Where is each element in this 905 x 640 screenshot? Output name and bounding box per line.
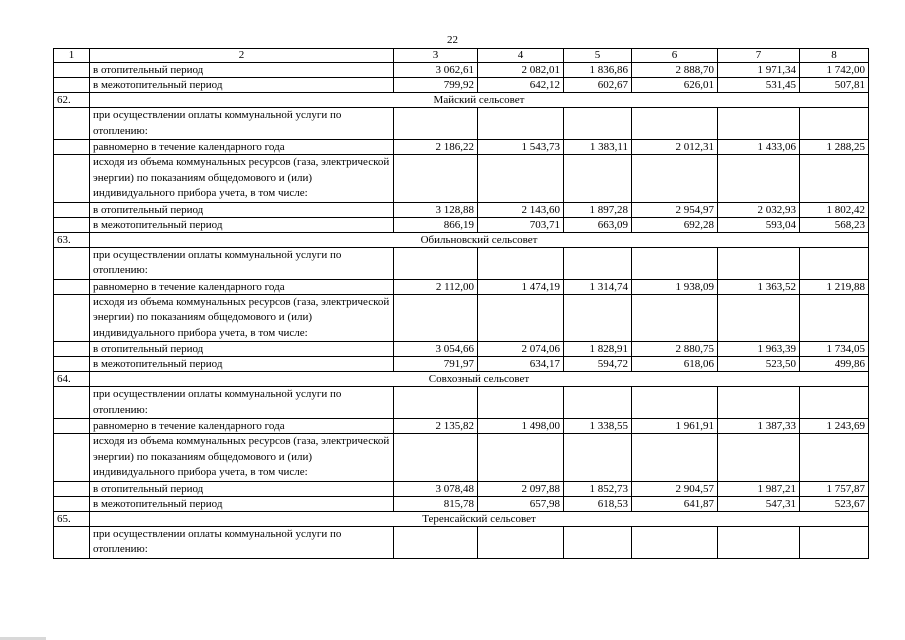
- row-index-cell: [54, 63, 90, 78]
- tariff-table: [53, 48, 869, 559]
- value-cell: 799,92: [394, 78, 478, 93]
- value-cell: 626,01: [632, 78, 718, 93]
- value-cell-empty: [632, 247, 718, 279]
- value-cell: 1 219,88: [800, 279, 869, 294]
- value-cell: 1 314,74: [564, 279, 632, 294]
- value-cell: 2 888,70: [632, 63, 718, 78]
- value-cell-empty: [394, 247, 478, 279]
- value-cell: 2 082,01: [478, 63, 564, 78]
- row-label: равномерно в течение календарного года: [90, 140, 394, 155]
- table-body: [54, 63, 869, 559]
- value-cell: 1 987,21: [718, 481, 800, 496]
- value-cell-empty: [718, 526, 800, 558]
- value-cell: 3 078,48: [394, 481, 478, 496]
- value-cell-empty: [478, 247, 564, 279]
- value-cell: 2 135,82: [394, 419, 478, 434]
- value-cell: 593,04: [718, 217, 800, 232]
- value-cell-empty: [632, 434, 718, 482]
- value-cell-empty: [632, 294, 718, 342]
- value-cell-empty: [800, 294, 869, 342]
- value-cell-empty: [800, 387, 869, 419]
- section-title: Теренсайский сельсовет: [90, 511, 869, 526]
- col-header-6: 6: [632, 49, 718, 63]
- row-label: в отопительный период: [90, 63, 394, 78]
- section-number: 64.: [54, 372, 90, 387]
- value-cell: 641,87: [632, 496, 718, 511]
- row-description: при осуществлении оплаты коммунальной услуги по отоплению:: [90, 526, 394, 558]
- value-cell: 594,72: [564, 357, 632, 372]
- value-cell-empty: [478, 526, 564, 558]
- row-index-cell: [54, 419, 90, 434]
- value-cell: 2 032,93: [718, 202, 800, 217]
- row-index-cell: [54, 294, 90, 342]
- value-cell-empty: [478, 387, 564, 419]
- section-title: Майский сельсовет: [90, 93, 869, 108]
- description-row: [54, 387, 869, 419]
- description-row: [54, 434, 869, 482]
- value-cell: 2 074,06: [478, 342, 564, 357]
- row-index-cell: [54, 155, 90, 203]
- value-cell-empty: [394, 294, 478, 342]
- value-cell-empty: [478, 108, 564, 140]
- value-cell-empty: [718, 434, 800, 482]
- description-row: [54, 108, 869, 140]
- value-cell: 815,78: [394, 496, 478, 511]
- value-cell-empty: [632, 387, 718, 419]
- row-index-cell: [54, 496, 90, 511]
- value-cell: 663,09: [564, 217, 632, 232]
- col-header-2: 2: [90, 49, 394, 63]
- row-index-cell: [54, 217, 90, 232]
- value-cell: 1 243,69: [800, 419, 869, 434]
- value-cell: 1 543,73: [478, 140, 564, 155]
- section-title: Совхозный сельсовет: [90, 372, 869, 387]
- row-index-cell: [54, 342, 90, 357]
- value-cell: 2 143,60: [478, 202, 564, 217]
- value-cell: 1 288,25: [800, 140, 869, 155]
- value-cell: 3 054,66: [394, 342, 478, 357]
- value-cell: 692,28: [632, 217, 718, 232]
- table-row: [54, 217, 869, 232]
- value-cell: 1 363,52: [718, 279, 800, 294]
- value-cell-empty: [632, 526, 718, 558]
- value-cell: 3 128,88: [394, 202, 478, 217]
- value-cell: 547,31: [718, 496, 800, 511]
- value-cell: 1 734,05: [800, 342, 869, 357]
- table-row: [54, 419, 869, 434]
- value-cell-empty: [718, 155, 800, 203]
- section-title: Обильновский сельсовет: [90, 232, 869, 247]
- value-cell-empty: [394, 155, 478, 203]
- section-row: [54, 232, 869, 247]
- section-row: [54, 93, 869, 108]
- value-cell: 523,50: [718, 357, 800, 372]
- value-cell-empty: [394, 526, 478, 558]
- row-description: при осуществлении оплаты коммунальной услуги по отоплению:: [90, 247, 394, 279]
- section-number: 63.: [54, 232, 90, 247]
- value-cell: 1 383,11: [564, 140, 632, 155]
- value-cell: 2 954,97: [632, 202, 718, 217]
- value-cell-empty: [564, 155, 632, 203]
- value-cell: 568,23: [800, 217, 869, 232]
- table-row: [54, 342, 869, 357]
- col-header-1: 1: [54, 49, 90, 63]
- section-row: [54, 511, 869, 526]
- value-cell-empty: [718, 247, 800, 279]
- value-cell-empty: [394, 387, 478, 419]
- row-description: исходя из объема коммунальных ресурсов (газа, электрической энергии) по показаниям общедомового и (или) индивидуального прибора учета, в том числе:: [90, 434, 394, 482]
- value-cell-empty: [718, 387, 800, 419]
- row-index-cell: [54, 279, 90, 294]
- value-cell-empty: [564, 387, 632, 419]
- value-cell-empty: [394, 108, 478, 140]
- value-cell: 499,86: [800, 357, 869, 372]
- value-cell: 1 757,87: [800, 481, 869, 496]
- row-description: исходя из объема коммунальных ресурсов (газа, электрической энергии) по показаниям общедомового и (или) индивидуального прибора учета, в том числе:: [90, 294, 394, 342]
- table-row: [54, 481, 869, 496]
- section-number: 65.: [54, 511, 90, 526]
- value-cell: 1 836,86: [564, 63, 632, 78]
- value-cell-empty: [564, 247, 632, 279]
- value-cell-empty: [564, 434, 632, 482]
- value-cell: 3 062,61: [394, 63, 478, 78]
- row-index-cell: [54, 357, 90, 372]
- value-cell: 618,53: [564, 496, 632, 511]
- table-row: [54, 63, 869, 78]
- row-index-cell: [54, 78, 90, 93]
- row-index-cell: [54, 247, 90, 279]
- value-cell: 531,45: [718, 78, 800, 93]
- value-cell-empty: [478, 155, 564, 203]
- column-number-header: [54, 49, 869, 63]
- row-label: равномерно в течение календарного года: [90, 419, 394, 434]
- row-index-cell: [54, 108, 90, 140]
- value-cell-empty: [800, 108, 869, 140]
- value-cell: 1 802,42: [800, 202, 869, 217]
- value-cell-empty: [800, 526, 869, 558]
- value-cell: 1 852,73: [564, 481, 632, 496]
- value-cell: 1 961,91: [632, 419, 718, 434]
- value-cell: 1 433,06: [718, 140, 800, 155]
- value-cell-empty: [718, 294, 800, 342]
- value-cell-empty: [800, 155, 869, 203]
- row-index-cell: [54, 434, 90, 482]
- value-cell: 634,17: [478, 357, 564, 372]
- col-header-3: 3: [394, 49, 478, 63]
- value-cell: 1 897,28: [564, 202, 632, 217]
- table-row: [54, 202, 869, 217]
- row-label: в межотопительный период: [90, 78, 394, 93]
- value-cell: 507,81: [800, 78, 869, 93]
- row-index-cell: [54, 202, 90, 217]
- row-label: в межотопительный период: [90, 217, 394, 232]
- value-cell: 2 112,00: [394, 279, 478, 294]
- value-cell-empty: [632, 108, 718, 140]
- row-label: в отопительный период: [90, 202, 394, 217]
- row-label: в отопительный период: [90, 342, 394, 357]
- value-cell: 2 012,31: [632, 140, 718, 155]
- value-cell: 1 971,34: [718, 63, 800, 78]
- section-number: 62.: [54, 93, 90, 108]
- value-cell: 2 097,88: [478, 481, 564, 496]
- value-cell-empty: [800, 247, 869, 279]
- value-cell-empty: [564, 294, 632, 342]
- row-label: в межотопительный период: [90, 357, 394, 372]
- value-cell: 1 474,19: [478, 279, 564, 294]
- value-cell: 866,19: [394, 217, 478, 232]
- value-cell-empty: [394, 434, 478, 482]
- value-cell: 1 387,33: [718, 419, 800, 434]
- row-label: в отопительный период: [90, 481, 394, 496]
- row-index-cell: [54, 481, 90, 496]
- value-cell-empty: [564, 526, 632, 558]
- description-row: [54, 526, 869, 558]
- value-cell-empty: [632, 155, 718, 203]
- table-row: [54, 279, 869, 294]
- value-cell: 618,06: [632, 357, 718, 372]
- value-cell-empty: [718, 108, 800, 140]
- value-cell: 2 186,22: [394, 140, 478, 155]
- value-cell: 1 742,00: [800, 63, 869, 78]
- table-row: [54, 496, 869, 511]
- value-cell: 703,71: [478, 217, 564, 232]
- table-row: [54, 78, 869, 93]
- row-description: исходя из объема коммунальных ресурсов (газа, электрической энергии) по показаниям общедомового и (или) индивидуального прибора учета, в том числе:: [90, 155, 394, 203]
- row-index-cell: [54, 526, 90, 558]
- value-cell: 2 904,57: [632, 481, 718, 496]
- row-description: при осуществлении оплаты коммунальной услуги по отоплению:: [90, 108, 394, 140]
- value-cell: 1 938,09: [632, 279, 718, 294]
- value-cell-empty: [800, 434, 869, 482]
- row-label: равномерно в течение календарного года: [90, 279, 394, 294]
- value-cell: 602,67: [564, 78, 632, 93]
- value-cell: 791,97: [394, 357, 478, 372]
- page-number: 22: [447, 34, 458, 46]
- description-row: [54, 247, 869, 279]
- col-header-7: 7: [718, 49, 800, 63]
- value-cell: 642,12: [478, 78, 564, 93]
- value-cell: 1 963,39: [718, 342, 800, 357]
- value-cell: 1 498,00: [478, 419, 564, 434]
- row-index-cell: [54, 387, 90, 419]
- row-label: в межотопительный период: [90, 496, 394, 511]
- value-cell: 657,98: [478, 496, 564, 511]
- col-header-8: 8: [800, 49, 869, 63]
- value-cell: 523,67: [800, 496, 869, 511]
- row-description: при осуществлении оплаты коммунальной услуги по отоплению:: [90, 387, 394, 419]
- col-header-4: 4: [478, 49, 564, 63]
- row-index-cell: [54, 140, 90, 155]
- value-cell-empty: [478, 434, 564, 482]
- value-cell: 1 338,55: [564, 419, 632, 434]
- value-cell: 1 828,91: [564, 342, 632, 357]
- value-cell-empty: [478, 294, 564, 342]
- section-row: [54, 372, 869, 387]
- table-row: [54, 357, 869, 372]
- col-header-5: 5: [564, 49, 632, 63]
- table-row: [54, 140, 869, 155]
- value-cell: 2 880,75: [632, 342, 718, 357]
- description-row: [54, 294, 869, 342]
- value-cell-empty: [564, 108, 632, 140]
- description-row: [54, 155, 869, 203]
